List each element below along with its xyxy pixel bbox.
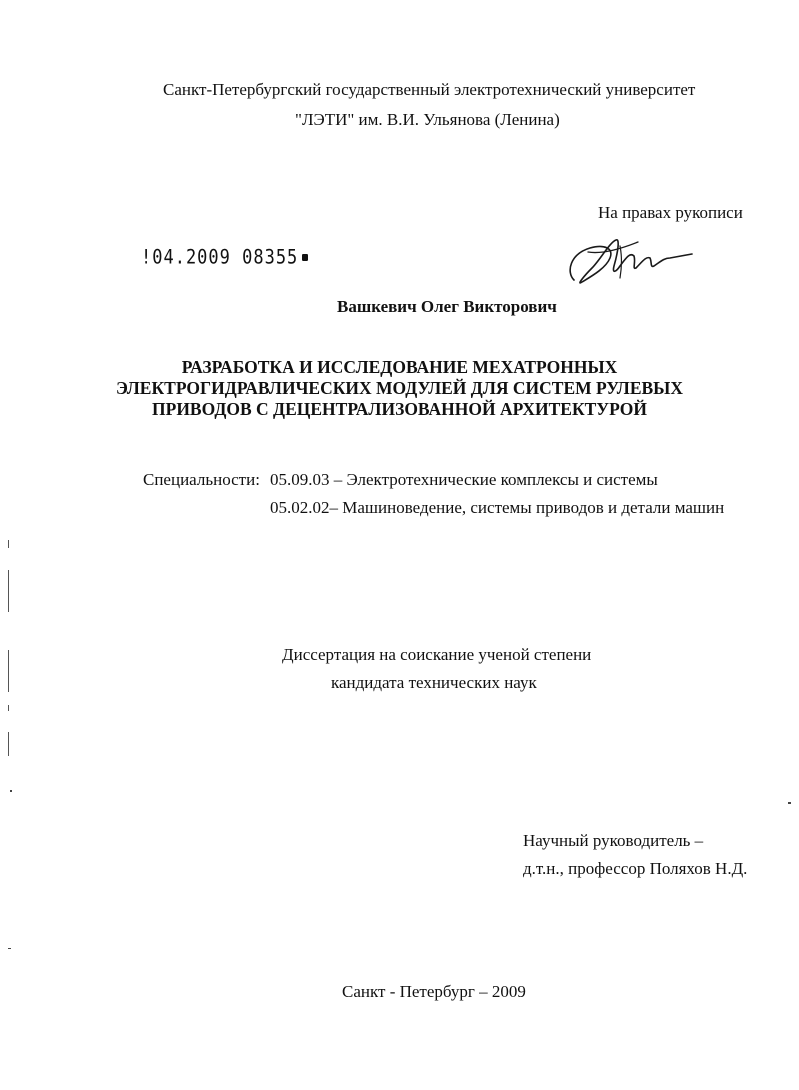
specialty-code: 05.09.03 (270, 470, 330, 489)
signature (560, 232, 700, 292)
specialty-row (270, 498, 724, 518)
city-year: Санкт - Петербург – 2009 (342, 982, 526, 1001)
specialty-separator: – (329, 498, 338, 517)
author-name: Вашкевич Олег Викторович (337, 297, 557, 316)
supervisor-name: д.т.н., профессор Поляхов Н.Д. (523, 859, 748, 878)
specialty-name: Машиноведение, системы приводов и детали машин (342, 498, 725, 517)
thesis-title-line-3: ПРИВОДОВ С ДЕЦЕНТРАЛИЗОВАННОЙ АРХИТЕКТУРОЙ (152, 399, 647, 419)
university-subtitle: "ЛЭТИ" им. В.И. Ульянова (Ленина) (295, 110, 560, 129)
scan-margin-mark (8, 650, 9, 692)
manuscript-note: На правах рукописи (598, 203, 743, 222)
scan-margin-mark (8, 732, 9, 756)
degree-line-1: Диссертация на соискание ученой степени (282, 645, 592, 664)
scan-margin-mark (8, 570, 9, 612)
degree-line-2: кандидата технических наук (331, 673, 537, 692)
thesis-title-line-1: РАЗРАБОТКА И ИССЛЕДОВАНИЕ МЕХАТРОННЫХ (181, 357, 618, 377)
scan-speck (10, 790, 12, 792)
registration-number: !04.2009 08355 (141, 246, 299, 269)
university-name: Санкт-Петербургский государственный электротехнический университет (163, 80, 696, 99)
registration-stamp (141, 246, 308, 269)
scan-margin-mark (8, 540, 9, 548)
scan-speck (788, 802, 791, 804)
specialty-row (270, 470, 658, 490)
supervisor-label: Научный руководитель – (523, 831, 704, 850)
specialty-code: 05.02.02 (270, 498, 330, 517)
thesis-title-line-2: ЭЛЕКТРОГИДРАВЛИЧЕСКИХ МОДУЛЕЙ ДЛЯ СИСТЕМ РУЛЕВЫХ (116, 378, 683, 398)
scan-speck (8, 948, 11, 949)
specialties-label: Специальности: (143, 470, 260, 489)
specialty-name: Электротехнические комплексы и системы (346, 470, 658, 489)
specialty-separator: – (333, 470, 343, 489)
stamp-dot (302, 254, 308, 261)
scan-margin-mark (8, 705, 9, 711)
